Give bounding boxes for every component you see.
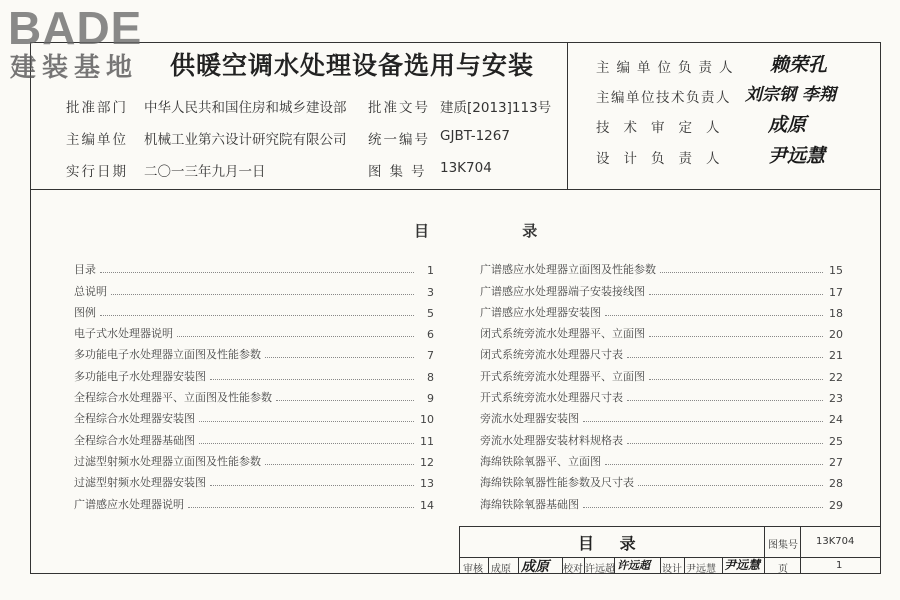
toc-entry-title: 海绵铁除氧器基础图 [480,497,579,511]
toc-entry[interactable] [480,490,843,511]
toc-entry[interactable] [480,469,843,490]
toc-dot-leader [649,294,823,295]
title-block-design-label: 设计 [662,564,682,575]
toc-dot-leader [638,485,823,486]
atlas-label: 图集号 [368,164,433,180]
toc-entry-page: 20 [829,328,843,342]
toc-entry-title: 电子式水处理器说明 [74,327,173,341]
toc-entry-page: 21 [829,349,843,363]
toc-entry-page: 15 [829,264,843,278]
toc-dot-leader [210,485,414,486]
toc-entry[interactable] [74,320,434,341]
toc-dot-leader [111,294,414,295]
toc-dot-leader [199,443,414,444]
toc-entry-page: 7 [427,349,434,363]
toc-entry-title: 图例 [74,305,96,319]
toc-entry[interactable] [480,384,843,405]
title-block-vline [764,526,765,574]
toc-entry-page: 22 [829,370,843,384]
toc-entry-page: 5 [427,306,434,320]
toc-dot-leader [265,357,414,358]
toc-entry[interactable] [74,426,434,447]
toc-entry-page: 18 [829,306,843,320]
toc-entry[interactable] [74,448,434,469]
toc-entry[interactable] [74,362,434,383]
toc-left-column [74,256,434,512]
toc-entry-title: 海绵铁除氧器平、立面图 [480,454,601,468]
toc-entry-page: 6 [427,328,434,342]
resp-label-design: 设计负责人 [596,151,734,167]
toc-entry-page: 1 [427,264,434,278]
toc-entry-title: 广谱感应水处理器安装图 [480,305,601,319]
toc-entry-title: 过滤型射频水处理器立面图及性能参数 [74,454,261,468]
toc-heading: 目 录 [414,222,582,240]
toc-dot-leader [188,507,414,508]
toc-entry[interactable] [74,469,434,490]
toc-entry-page: 13 [420,477,434,491]
title-block-page-label: 页 [778,564,788,575]
toc-entry[interactable] [74,299,434,320]
toc-entry-title: 闭式系统旁流水处理器尺寸表 [480,348,623,362]
title-block-check-name: 许远超 [585,564,615,575]
toc-entry-page: 27 [829,455,843,469]
title-block-check-signature: 许远超 [617,559,650,572]
toc-dot-leader [605,464,823,465]
toc-entry[interactable] [480,362,843,383]
toc-entry[interactable] [480,277,843,298]
toc-entry-title: 广谱感应水处理器立面图及性能参数 [480,263,656,277]
dept-label: 批准部门 [66,100,128,116]
toc-dot-leader [627,443,823,444]
toc-entry-page: 9 [427,392,434,406]
toc-entry-title: 多功能电子水处理器立面图及性能参数 [74,348,261,362]
date-label: 实行日期 [66,164,128,180]
toc-entry[interactable] [480,448,843,469]
title-block-vline [722,557,723,574]
signature-design: 尹远慧 [768,145,826,167]
toc-entry-page: 3 [427,285,434,299]
atlas-value: 13K704 [440,160,492,176]
resp-label-chief: 主编单位负责人 [596,60,740,76]
title-block-vline [800,526,801,574]
doc-value: 建质[2013]113号 [440,100,552,116]
toc-entry[interactable] [480,320,843,341]
toc-entry[interactable] [74,405,434,426]
resp-label-tech: 主编单位技术负责人 [596,90,731,106]
toc-entry-title: 海绵铁除氧器性能参数及尺寸表 [480,476,634,490]
logo-latin-text: BADE [8,2,143,54]
toc-entry[interactable] [480,256,843,277]
doc-label: 批准文号 [368,100,430,116]
toc-entry-page: 25 [829,434,843,448]
toc-entry-page: 11 [420,434,434,448]
watermark-logo [6,4,182,86]
toc-entry-page: 23 [829,392,843,406]
title-block-review-label: 审核 [463,564,483,575]
editor-value: 机械工业第六设计研究院有限公司 [144,132,347,148]
toc-entry-title: 总说明 [74,284,107,298]
toc-entry-title: 过滤型射频水处理器安装图 [74,476,206,490]
toc-entry[interactable] [480,341,843,362]
title-block-review-name: 成原 [491,564,511,575]
toc-entry[interactable] [74,341,434,362]
toc-dot-leader [649,379,823,380]
toc-dot-leader [210,379,414,380]
resp-label-review: 技术审定人 [596,120,734,136]
header-divider [30,189,881,190]
toc-entry[interactable] [480,405,843,426]
title-block-page-value: 1 [836,560,843,571]
toc-dot-leader [583,507,823,508]
title-block-vline [684,557,685,574]
toc-entry-page: 29 [829,498,843,512]
toc-entry-title: 广谱感应水处理器端子安装接线图 [480,284,645,298]
toc-entry-title: 全程综合水处理器平、立面图及性能参数 [74,391,272,405]
toc-entry-title: 闭式系统旁流水处理器平、立面图 [480,327,645,341]
toc-entry-title: 广谱感应水处理器说明 [74,497,184,511]
toc-entry-page: 14 [420,498,434,512]
toc-entry-page: 17 [829,285,843,299]
code-value: GJBT-1267 [440,128,510,144]
toc-entry[interactable] [74,490,434,511]
header-vertical-divider [567,42,568,189]
toc-dot-leader [276,400,414,401]
toc-entry-page: 24 [829,413,843,427]
dept-value: 中华人民共和国住房和城乡建设部 [144,100,347,116]
toc-dot-leader [649,336,823,337]
toc-entry[interactable] [74,256,434,277]
document-title: 供暖空调水处理设备选用与安装 [170,51,535,80]
title-block-vline [488,557,489,574]
toc-entry[interactable] [74,384,434,405]
toc-dot-leader [627,357,823,358]
title-block-design-name: 尹远慧 [686,564,716,575]
toc-entry-page: 8 [427,370,434,384]
toc-entry-title: 目录 [74,263,96,277]
toc-entry-title: 旁流水处理器安装材料规格表 [480,433,623,447]
title-block-vline [518,557,519,574]
title-block-main-title: 目 录 [578,534,646,553]
signature-tech: 刘宗钢 李翔 [745,85,836,105]
logo-cjk-text: 建装基地 [10,53,139,83]
toc-dot-leader [199,421,414,422]
toc-entry-title: 全程综合水处理器安装图 [74,412,195,426]
toc-entry-title: 全程综合水处理器基础图 [74,433,195,447]
toc-dot-leader [605,315,823,316]
toc-entry-page: 12 [420,455,434,469]
title-block-atlas-value: 13K704 [816,536,855,547]
toc-entry-title: 旁流水处理器安装图 [480,412,579,426]
toc-entry-title: 开式系统旁流水处理器平、立面图 [480,369,645,383]
title-block-review-signature: 成原 [521,559,549,575]
toc-entry[interactable] [74,277,434,298]
title-block-design-signature: 尹远慧 [724,558,761,572]
toc-dot-leader [100,315,414,316]
toc-dot-leader [583,421,823,422]
toc-entry-page: 28 [829,477,843,491]
toc-right-column [480,256,843,512]
toc-entry-title: 开式系统旁流水处理器尺寸表 [480,391,623,405]
toc-dot-leader [265,464,414,465]
title-block-vline [660,557,661,574]
toc-dot-leader [660,272,823,273]
toc-entry-page: 10 [420,413,434,427]
toc-dot-leader [627,400,823,401]
toc-entry[interactable] [480,299,843,320]
toc-dot-leader [177,336,414,337]
signature-chief: 赖荣孔 [770,54,828,76]
toc-entry-title: 多功能电子水处理器安装图 [74,369,206,383]
code-label: 统一编号 [368,132,430,148]
toc-entry[interactable] [480,426,843,447]
signature-review: 成原 [768,114,807,136]
title-block-atlas-label: 图集号 [768,540,798,551]
title-block-check-label: 校对 [563,564,583,575]
date-value: 二〇一三年九月一日 [144,164,266,180]
toc-dot-leader [100,272,414,273]
editor-label: 主编单位 [66,132,128,148]
